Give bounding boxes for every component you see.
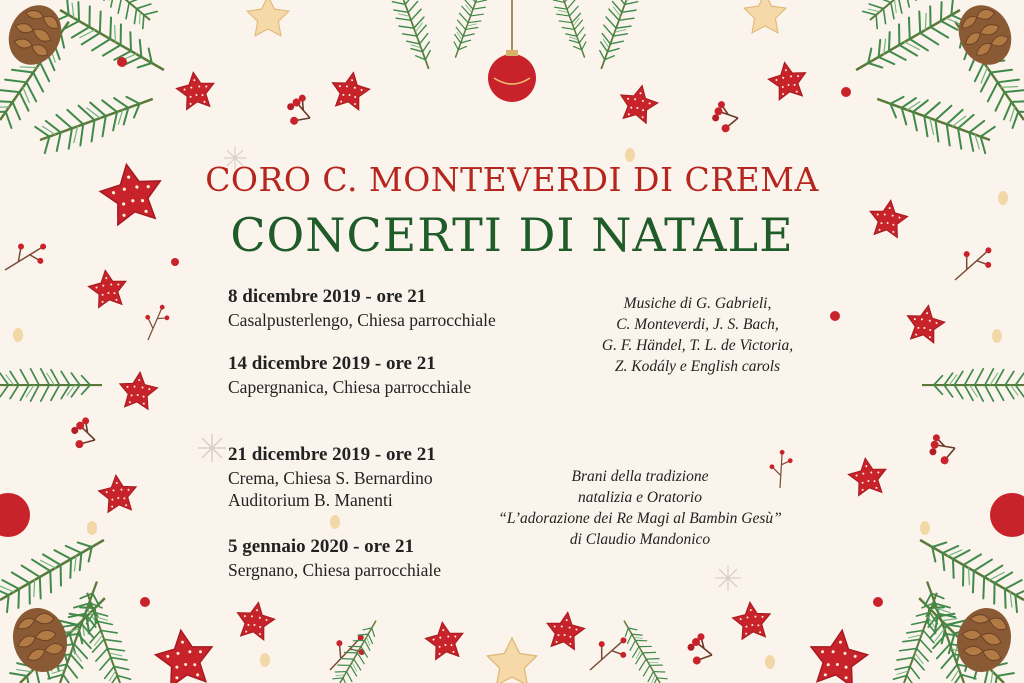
concert-date: 8 dicembre 2019 - ore 21 [228, 286, 427, 307]
note-line: “L’adorazione dei Re Magi al Bambin Gesù” [498, 510, 782, 527]
concert-date: 5 gennaio 2020 - ore 21 [228, 536, 414, 557]
note-line: natalizia e Oratorio [577, 489, 702, 506]
concert-venue: Crema, Chiesa S. Bernardino [228, 468, 433, 488]
concert-2 [228, 352, 471, 398]
note-line: di Claudio Mandonico [569, 531, 711, 548]
note-line: C. Monteverdi, J. S. Bach, [616, 316, 779, 333]
concert-3 [228, 443, 436, 511]
note-line: Z. Kodály e English carols [614, 358, 781, 375]
note-line: G. F. Händel, T. L. de Victoria, [601, 337, 794, 354]
poster-title: CONCERTI DI NATALE [230, 208, 794, 262]
concert-date: 14 dicembre 2019 - ore 21 [228, 353, 436, 374]
concert-venue: Capergnanica, Chiesa parrocchiale [228, 377, 472, 397]
choir-name: CORO C. MONTEVERDI DI CREMA [205, 160, 819, 199]
note-line: Brani della tradizione [571, 468, 709, 485]
concert-venue-detail: Auditorium B. Manenti [228, 490, 393, 510]
concert-date: 21 dicembre 2019 - ore 21 [228, 444, 436, 465]
music-note [565, 293, 830, 377]
note-line: Musiche di G. Gabrieli, [623, 295, 772, 312]
concert-venue: Casalpusterlengo, Chiesa parrocchiale [228, 310, 496, 330]
concert-venue: Sergnano, Chiesa parrocchiale [228, 560, 441, 580]
concert-4 [228, 535, 441, 581]
program-note [470, 466, 810, 550]
concert-1 [228, 285, 496, 331]
